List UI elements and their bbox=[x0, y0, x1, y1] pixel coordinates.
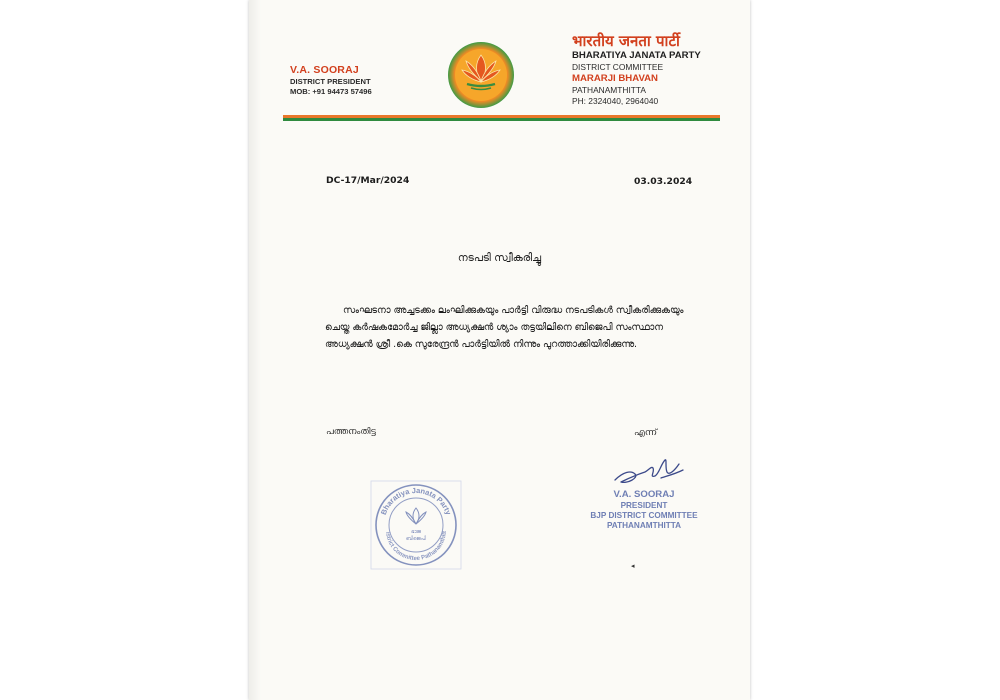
svg-text:ബിജെപി: ബിജെപി bbox=[405, 536, 427, 542]
letter-date: 03.03.2024 bbox=[634, 176, 693, 187]
svg-text:Bharatiya Janata Party: Bharatiya Janata Party bbox=[378, 485, 454, 517]
svg-text:ഭാജ: ഭാജ bbox=[411, 529, 421, 535]
office-place: PATHANAMTHITTA bbox=[572, 85, 646, 95]
ink-mark: ◂ bbox=[631, 562, 635, 570]
signature-block bbox=[579, 489, 709, 531]
signatory-committee: BJP DISTRICT COMMITTEE bbox=[590, 511, 698, 520]
signatory-name: V.A. SOORAJ bbox=[613, 489, 675, 500]
party-name-english: BHARATIYA JANATA PARTY bbox=[572, 50, 701, 61]
svg-text:District Committee Pathanamthi: istrict Committee Pathanamthitt bbox=[384, 530, 448, 563]
header-rule-green bbox=[283, 118, 720, 121]
president-name: V.A. SOORAJ bbox=[290, 64, 359, 76]
letter-closing: എന്ന് bbox=[634, 428, 657, 438]
handwritten-signature bbox=[609, 452, 689, 490]
committee-label: DISTRICT COMMITTEE bbox=[572, 62, 664, 72]
seal-stamp-icon bbox=[370, 480, 462, 570]
signatory-place: PATHANAMTHITTA bbox=[606, 521, 682, 530]
letterhead-left bbox=[290, 64, 440, 97]
president-position: DISTRICT PRESIDENT bbox=[290, 77, 371, 86]
party-seal bbox=[370, 480, 462, 570]
letter-page bbox=[249, 0, 750, 700]
letterhead-right bbox=[572, 32, 742, 107]
page-shade bbox=[249, 0, 261, 700]
office-phone: PH: 2324040, 2964040 bbox=[572, 96, 659, 106]
letter-place: പത്തനംതിട്ട bbox=[326, 427, 376, 437]
party-name-hindi: भारतीय जनता पार्टी bbox=[572, 32, 680, 50]
lotus-icon bbox=[447, 41, 515, 109]
letter-body: സംഘടനാ അച്ചടക്കം ലംഘിക്കുകയും പാർട്ടി വിരുദ്ധ നടപടികൾ സ്വീകരിക്കുകയും ചെയ്ത കർഷകമോർച്ച ജില്ലാ അധ്യക്ഷൻ ശ്യാം തട്ടയിലിനെ ബിജെപി സംസ്ഥാന അധ്യക്ഷൻ ശ്രീ .കെ സുരേന്ദ്രൻ പാർട്ടിയിൽ നിന്നും പുറത്താക്കിയിരിക്കുന്നു. bbox=[325, 305, 684, 350]
signatory-title: PRESIDENT bbox=[620, 501, 668, 510]
reference-number: DC-17/Mar/2024 bbox=[326, 175, 410, 186]
president-mobile: MOB: +91 94473 57496 bbox=[290, 87, 372, 96]
bjp-logo bbox=[447, 41, 515, 109]
signature-icon bbox=[609, 452, 689, 490]
letter-title: നടപടി സ്വീകരിച്ചു bbox=[457, 252, 542, 264]
office-name: MARARJI BHAVAN bbox=[572, 73, 658, 84]
